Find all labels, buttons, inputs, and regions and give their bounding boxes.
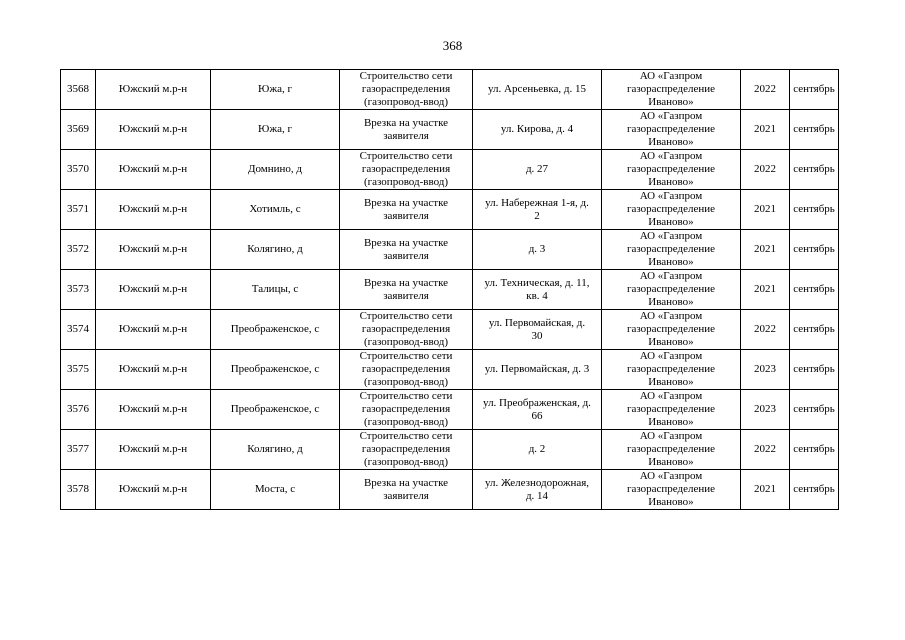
district-cell: Южский м.р-н [96,390,211,430]
row-number-cell: 3571 [61,190,96,230]
organization-line: АО «Газпром [639,430,703,442]
row-number-cell: 3577 [61,430,96,470]
district-cell: Южский м.р-н [96,350,211,390]
address-line: ул. Железнодорожная, [484,476,590,489]
address-cell [473,230,602,270]
work-type-cell [340,390,473,430]
year-cell: 2021 [741,230,790,270]
organization-line: АО «Газпром [639,270,703,282]
work-type-cell [340,470,473,510]
month-cell: сентябрь [790,310,839,350]
address-line: 2 [534,209,540,222]
address-line: ул. Набережная 1-я, д. [485,196,589,209]
organization-line: газораспределение [626,443,716,455]
work-type-cell [340,230,473,270]
row-number-cell: 3568 [61,70,96,110]
page-number: 368 [442,38,463,53]
address-line: ул. Техническая, д. 11, [484,276,590,289]
gasification-table [60,69,839,510]
organization-cell [602,70,741,110]
locality-cell: Преображенское, с [211,390,340,430]
table-row [61,350,839,390]
row-number-cell: 3574 [61,310,96,350]
organization-line: АО «Газпром [639,190,703,202]
year-cell: 2021 [741,270,790,310]
row-number-cell: 3572 [61,230,96,270]
locality-cell: Южа, г [211,110,340,150]
organization-line: газораспределение [626,483,716,495]
work-type-line: Врезка на участке [363,476,449,489]
table-row [61,70,839,110]
organization-cell [602,310,741,350]
organization-line: Иваново» [648,456,694,468]
address-line: д. 27 [525,163,549,175]
year-cell: 2021 [741,470,790,510]
address-cell [473,110,602,150]
district-cell: Южский м.р-н [96,110,211,150]
address-cell [473,70,602,110]
locality-cell: Моста, с [211,470,340,510]
address-line: д. 14 [525,489,549,502]
work-type-line: газораспределения [361,83,451,95]
year-cell: 2021 [741,110,790,150]
row-number-cell: 3570 [61,150,96,190]
address-line: ул. Преображенская, д. [483,396,591,409]
organization-line: газораспределение [626,323,716,335]
work-type-cell [340,430,473,470]
month-cell: сентябрь [790,350,839,390]
organization-cell [602,430,741,470]
district-cell: Южский м.р-н [96,470,211,510]
table-row [61,310,839,350]
month-cell: сентябрь [790,110,839,150]
organization-cell [602,270,741,310]
district-cell: Южский м.р-н [96,430,211,470]
address-line: кв. 4 [526,289,548,302]
district-cell: Южский м.р-н [96,70,211,110]
work-type-line: (газопровод-ввод) [363,456,449,468]
organization-line: АО «Газпром [639,310,703,322]
locality-cell: Домнино, д [211,150,340,190]
work-type-line: заявителя [383,249,429,262]
work-type-line: газораспределения [361,443,451,455]
month-cell: сентябрь [790,190,839,230]
work-type-cell [340,310,473,350]
month-cell: сентябрь [790,230,839,270]
organization-cell [602,230,741,270]
work-type-line: газораспределения [361,163,451,175]
organization-line: газораспределение [626,243,716,255]
organization-line: АО «Газпром [639,350,703,362]
work-type-line: (газопровод-ввод) [363,416,449,428]
organization-line: газораспределение [626,403,716,415]
locality-cell: Хотимль, с [211,190,340,230]
month-cell: сентябрь [790,390,839,430]
work-type-line: газораспределения [361,363,451,375]
organization-cell [602,150,741,190]
address-cell [473,390,602,430]
work-type-cell [340,270,473,310]
address-line: 66 [531,409,543,422]
table-body [61,70,839,510]
table-row [61,110,839,150]
work-type-line: (газопровод-ввод) [363,176,449,188]
row-number-cell: 3578 [61,470,96,510]
address-cell [473,150,602,190]
organization-cell [602,390,741,430]
address-line: ул. Кирова, д. 4 [500,123,574,135]
address-line: ул. Арсеньевка, д. 15 [488,83,586,95]
locality-cell: Южа, г [211,70,340,110]
work-type-line: заявителя [383,289,429,302]
district-cell: Южский м.р-н [96,190,211,230]
work-type-line: заявителя [383,209,429,222]
row-number-cell: 3573 [61,270,96,310]
month-cell: сентябрь [790,430,839,470]
organization-line: АО «Газпром [639,470,703,482]
organization-cell [602,190,741,230]
organization-line: газораспределение [626,163,716,175]
organization-line: Иваново» [648,136,694,148]
address-line: 30 [531,329,543,342]
work-type-line: газораспределения [361,323,451,335]
organization-line: Иваново» [648,376,694,388]
work-type-line: заявителя [383,489,429,502]
address-line: ул. Первомайская, д. 3 [484,363,590,375]
work-type-line: (газопровод-ввод) [363,336,449,348]
year-cell: 2023 [741,350,790,390]
address-cell [473,350,602,390]
table-row [61,430,839,470]
district-cell: Южский м.р-н [96,270,211,310]
organization-line: Иваново» [648,216,694,228]
organization-cell [602,110,741,150]
work-type-line: Строительство сети [359,390,453,402]
organization-line: газораспределение [626,203,716,215]
work-type-cell [340,110,473,150]
month-cell: сентябрь [790,150,839,190]
work-type-line: заявителя [383,129,429,142]
table-row [61,270,839,310]
district-cell: Южский м.р-н [96,310,211,350]
organization-line: Иваново» [648,336,694,348]
organization-line: АО «Газпром [639,390,703,402]
row-number-cell: 3576 [61,390,96,430]
organization-line: газораспределение [626,83,716,95]
organization-line: АО «Газпром [639,150,703,162]
locality-cell: Колягино, д [211,230,340,270]
work-type-cell [340,350,473,390]
organization-line: Иваново» [648,256,694,268]
district-cell: Южский м.р-н [96,150,211,190]
address-cell [473,310,602,350]
work-type-line: (газопровод-ввод) [363,96,449,108]
table-row [61,150,839,190]
work-type-line: Строительство сети [359,350,453,362]
row-number-cell: 3569 [61,110,96,150]
work-type-cell [340,150,473,190]
organization-line: АО «Газпром [639,70,703,82]
locality-cell: Талицы, с [211,270,340,310]
work-type-line: Строительство сети [359,150,453,162]
address-line: д. 2 [528,443,546,455]
locality-cell: Преображенское, с [211,310,340,350]
locality-cell: Преображенское, с [211,350,340,390]
work-type-line: Врезка на участке [363,276,449,289]
address-cell [473,190,602,230]
work-type-line: Строительство сети [359,70,453,82]
address-line: ул. Первомайская, д. [488,316,586,329]
month-cell: сентябрь [790,70,839,110]
month-cell: сентябрь [790,470,839,510]
organization-line: Иваново» [648,416,694,428]
month-cell: сентябрь [790,270,839,310]
organization-line: АО «Газпром [639,230,703,242]
table-row [61,230,839,270]
organization-line: Иваново» [648,96,694,108]
organization-line: газораспределение [626,123,716,135]
table-row [61,470,839,510]
address-cell [473,430,602,470]
work-type-cell [340,70,473,110]
address-cell [473,470,602,510]
organization-line: Иваново» [648,296,694,308]
organization-cell [602,350,741,390]
work-type-line: Строительство сети [359,430,453,442]
organization-cell [602,470,741,510]
year-cell: 2022 [741,70,790,110]
year-cell: 2022 [741,430,790,470]
table-row [61,390,839,430]
row-number-cell: 3575 [61,350,96,390]
year-cell: 2022 [741,310,790,350]
organization-line: АО «Газпром [639,110,703,122]
work-type-line: (газопровод-ввод) [363,376,449,388]
year-cell: 2023 [741,390,790,430]
organization-line: газораспределение [626,363,716,375]
table-row [61,190,839,230]
locality-cell: Колягино, д [211,430,340,470]
district-cell: Южский м.р-н [96,230,211,270]
address-line: д. 3 [528,243,546,255]
organization-line: Иваново» [648,496,694,508]
work-type-line: Врезка на участке [363,196,449,209]
year-cell: 2022 [741,150,790,190]
work-type-line: Строительство сети [359,310,453,322]
work-type-cell [340,190,473,230]
year-cell: 2021 [741,190,790,230]
work-type-line: Врезка на участке [363,116,449,129]
organization-line: Иваново» [648,176,694,188]
work-type-line: Врезка на участке [363,236,449,249]
organization-line: газораспределение [626,283,716,295]
work-type-line: газораспределения [361,403,451,415]
address-cell [473,270,602,310]
